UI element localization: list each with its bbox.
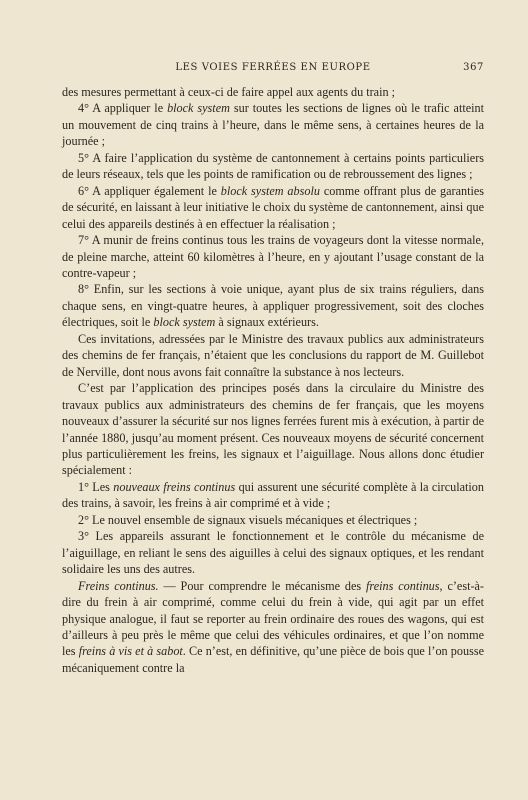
text-run: à signaux extérieurs. <box>215 315 319 330</box>
text-run: 8° Enfin, sur les sections à voie unique, ayant plus de six trains réguliers, dans chaque sens, en vingt-quatre heures, à appliquer progressivement, soit des cloches électriques, soit le <box>62 282 484 330</box>
text-run: 7° A munir de freins continus tous les trains de voyageurs dont la vitesse normale, de pleine marche, atteint 60 kilomètres à l’heure, en y ajoutant l’usage constant de la contre-vapeur ; <box>62 233 484 280</box>
text-run: qui assurent une sécurité complète à la circulation des trains, à savoir, les freins à air comprimé et à vide ; <box>62 479 484 511</box>
paragraph <box>62 479 484 512</box>
text-run: C’est par l’application des principes posés dans la circulaire du Ministre des travaux publics aux administrateurs des chemins de fer français, que les moyens nouveaux d’assurer la sécurité sur nos lignes ferrées furent mis à exécution, à partir de l’année 1880, jusqu’au moment présent. Ces nouveaux moyens de sécurité concernent plus particulièrement les freins, les signaux et l’aiguillage. Nous allons donc étudier spécialement : <box>62 381 484 478</box>
text-run: sur toutes les sections de lignes où le trafic atteint un mouvement de cinq trains à l’heure, dans le même sens, à certaines heures de la journée ; <box>62 101 484 149</box>
italic-run: Freins continus. <box>78 578 159 593</box>
body-text <box>62 84 484 676</box>
text-run: — Pour comprendre le mécanisme des <box>158 578 367 593</box>
paragraph <box>62 232 484 281</box>
italic-run: freins continus <box>366 578 440 593</box>
paragraph <box>62 512 484 528</box>
text-run: Ces invitations, adressées par le Ministre des travaux publics aux administrateurs des chemins de fer français, n’étaient que les conclusions du rapport de M. Guillebot de Nerville, dont nous avons fait connaître la substance à nos lecteurs. <box>62 331 484 379</box>
italic-run: freins à vis et à sabot <box>78 644 183 659</box>
text-run: 6° A appliquer également le <box>78 183 221 198</box>
paragraph <box>62 84 484 100</box>
running-title: LES VOIES FERRÉES EN EUROPE <box>175 62 371 73</box>
paragraph <box>62 331 484 380</box>
paragraph <box>62 100 484 149</box>
text-run: , c’est-à-dire du frein à air comprimé, comme celui du frein à vide, qui agit par un effet physique analogue, il faut se reporter au frein ordinaire des roues des wagons, qui est d’ailleurs à peu près le même que celui des véhicules ordinaires, et que l’on nomme les <box>62 578 484 659</box>
italic-run: block system absolu <box>220 183 320 198</box>
text-run: 2° Le nouvel ensemble de signaux visuels mécaniques et électriques ; <box>78 512 418 527</box>
paragraph <box>62 528 484 577</box>
page-number: 367 <box>463 62 484 73</box>
text-run: 1° Les <box>78 479 114 494</box>
paragraph <box>62 150 484 183</box>
paragraph <box>62 183 484 232</box>
paragraph <box>62 578 484 677</box>
italic-run: nouveaux freins continus <box>113 479 236 494</box>
text-run: comme offrant plus de garanties de sécurité, en laissant à leur initiative le choix du système de cantonnement, ainsi que celui des appareils destinés à en effectuer la réalisation ; <box>62 183 484 231</box>
paragraph <box>62 380 484 479</box>
italic-run: block system <box>167 101 230 116</box>
paragraph <box>62 281 484 330</box>
text-run: 3° Les appareils assurant le fonctionnement et le contrôle du mécanisme de l’aiguillage, en reliant le sens des aiguilles à celui des signaux optiques, et les rendant solidaire les uns des autres. <box>62 529 484 577</box>
text-run: des mesures permettant à ceux-ci de faire appel aux agents du train ; <box>62 85 395 99</box>
running-head <box>62 62 484 78</box>
text-run: 5° A faire l’application du système de cantonnement à certains points particuliers de leurs réseaux, tels que les points de ramification ou de rebroussement des lignes ; <box>62 150 484 182</box>
text-run: 4° A appliquer le <box>78 101 168 116</box>
text-run: . Ce n’est, en définitive, qu’une pièce de bois que l’on pousse mécaniquement contre la <box>62 644 484 675</box>
italic-run: block system <box>153 315 216 330</box>
